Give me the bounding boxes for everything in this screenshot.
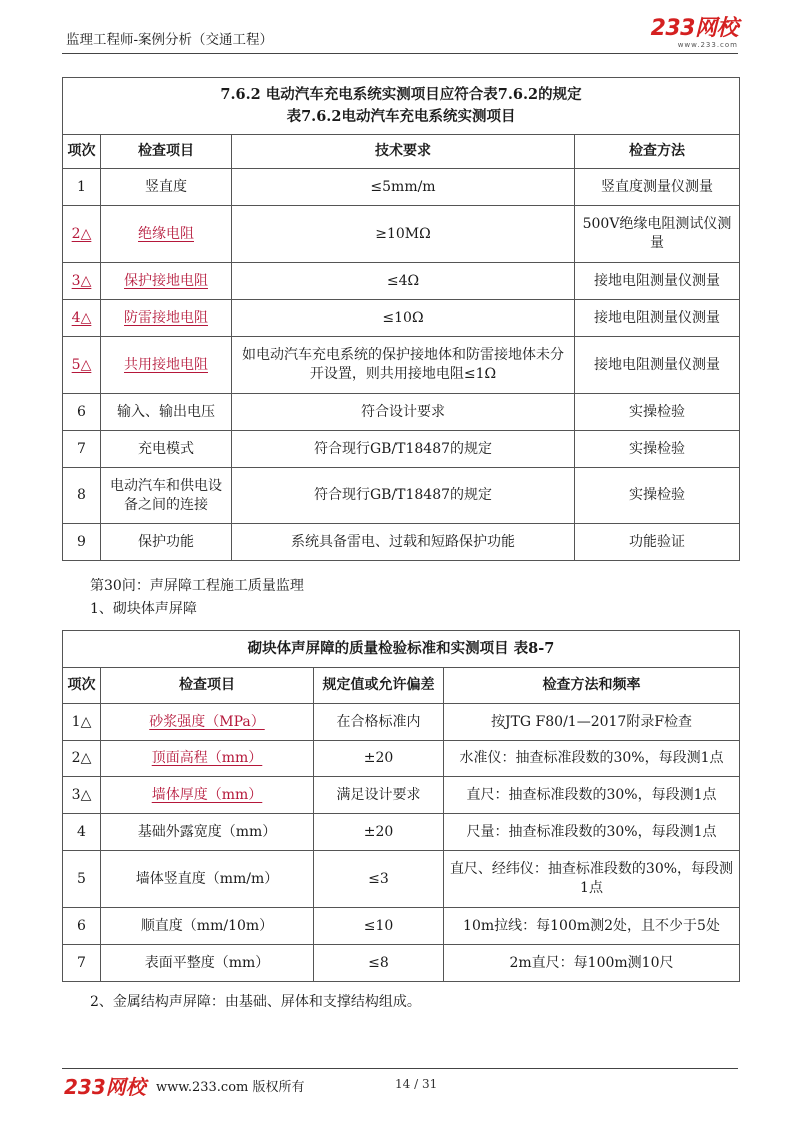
table-row: [63, 777, 740, 814]
table-row: [63, 169, 740, 206]
row-method: 水准仪：抽查标准段数的30%，每段测1点: [444, 741, 740, 777]
document-header-title: 监理工程师-案例分析（交通工程）: [66, 32, 274, 48]
row-item: [101, 777, 314, 814]
row-requirement: ≥10MΩ: [232, 206, 575, 263]
highlighted-item: 墙体厚度（mm）: [151, 786, 263, 803]
footer-site-copyright: www.233.com 版权所有: [156, 1080, 305, 1095]
table-row: [63, 741, 740, 777]
row-requirement: 符合设计要求: [232, 394, 575, 431]
row-tolerance: ≤3: [314, 851, 444, 908]
table-row: [63, 394, 740, 431]
row-index: 5: [63, 851, 101, 908]
ev-charging-inspection-table: [62, 77, 740, 561]
row-method: 按JTG F80/1—2017附录F检查: [444, 704, 740, 741]
table-row: [63, 300, 740, 337]
table-row: [63, 431, 740, 468]
row-item: 输入、输出电压: [101, 394, 232, 431]
table-row: [63, 704, 740, 741]
row-item: [101, 263, 232, 300]
row-index: 1△: [63, 704, 101, 741]
row-method: 2m直尺：每100m测10尺: [444, 945, 740, 982]
table-row: [63, 814, 740, 851]
col-header-requirement: 技术要求: [232, 135, 575, 169]
row-method: 尺量：抽查标准段数的30%，每段测1点: [444, 814, 740, 851]
row-method: 功能验证: [575, 524, 740, 561]
page-number: 14 / 31: [395, 1077, 438, 1091]
col-header-item: 检查项目: [101, 668, 314, 704]
row-item: 电动汽车和供电设备之间的连接: [101, 468, 232, 524]
row-item: 保护功能: [101, 524, 232, 561]
row-method: 实操检验: [575, 431, 740, 468]
col-header-method: 检查方法: [575, 135, 740, 169]
row-item: 基础外露宽度（mm）: [101, 814, 314, 851]
row-requirement: 符合现行GB/T18487的规定: [232, 468, 575, 524]
row-item: 充电模式: [101, 431, 232, 468]
row-index: 9: [63, 524, 101, 561]
row-method: 直尺：抽查标准段数的30%，每段测1点: [444, 777, 740, 814]
table-row: [63, 524, 740, 561]
row-item: 竖直度: [101, 169, 232, 206]
highlighted-item: 共用接地电阻: [124, 356, 208, 373]
row-item: [101, 337, 232, 394]
highlighted-item: 顶面高程（mm）: [151, 750, 263, 766]
row-requirement: 系统具备雷电、过载和短路保护功能: [232, 524, 575, 561]
row-item: [101, 704, 314, 741]
col-header-item: 检查项目: [101, 135, 232, 169]
row-index: 4△: [63, 300, 101, 337]
row-index: 6: [63, 394, 101, 431]
table-caption-line1: 7.6.2 电动汽车充电系统实测项目应符合表7.6.2的规定: [220, 86, 582, 103]
row-index: 6: [63, 908, 101, 945]
row-item: 顺直度（mm/10m）: [101, 908, 314, 945]
row-requirement: ≤4Ω: [232, 263, 575, 300]
table-row: [63, 337, 740, 394]
highlighted-item: 防雷接地电阻: [124, 309, 208, 326]
col-header-tolerance: 规定值或允许偏差: [314, 668, 444, 704]
row-method: 实操检验: [575, 468, 740, 524]
row-tolerance: ±20: [314, 814, 444, 851]
table-row: [63, 468, 740, 524]
footer-logo[interactable]: 233网校: [64, 1075, 146, 1099]
row-index: 2△: [63, 206, 101, 263]
row-index: 3△: [63, 777, 101, 814]
logo-url: www.233.com: [677, 41, 738, 49]
row-tolerance: ≤10: [314, 908, 444, 945]
col-header-index: 项次: [63, 668, 101, 704]
row-tolerance: 满足设计要求: [314, 777, 444, 814]
table-caption-line2: 表7.6.2电动汽车充电系统实测项目: [286, 108, 516, 125]
row-item: 墙体竖直度（mm/m）: [101, 851, 314, 908]
row-index: 2△: [63, 741, 101, 777]
row-item: [101, 741, 314, 777]
col-header-index: 项次: [63, 135, 101, 169]
table-caption: [63, 78, 740, 135]
row-method: 实操检验: [575, 394, 740, 431]
table-caption: 砌块体声屏障的质量检验标准和实测项目 表8-7: [63, 631, 740, 668]
table-row: [63, 908, 740, 945]
row-item: [101, 300, 232, 337]
noise-barrier-inspection-table: [62, 630, 740, 982]
row-item: [101, 206, 232, 263]
row-index: 8: [63, 468, 101, 524]
row-requirement: ≤5mm/m: [232, 169, 575, 206]
row-method: 10m拉线：每100m测2处，且不少于5处: [444, 908, 740, 945]
row-requirement: 符合现行GB/T18487的规定: [232, 431, 575, 468]
row-index: 1: [63, 169, 101, 206]
highlighted-item: 砂浆强度（MPa）: [149, 713, 265, 730]
table-row: [63, 206, 740, 263]
brand-logo[interactable]: [651, 18, 738, 49]
table-row: [63, 263, 740, 300]
row-method: 接地电阻测量仪测量: [575, 263, 740, 300]
table-header-row: [63, 135, 740, 169]
row-requirement: 如电动汽车充电系统的保护接地体和防雷接地体未分开设置，则共用接地电阻≤1Ω: [232, 337, 575, 394]
section-2-text: 2、金属结构声屏障：由基础、屏体和支撑结构组成。: [90, 994, 421, 1010]
table-header-row: [63, 668, 740, 704]
logo-text: 233网校: [650, 16, 738, 41]
col-header-method: 检查方法和频率: [444, 668, 740, 704]
row-index: 7: [63, 945, 101, 982]
row-method: 直尺、经纬仪：抽查标准段数的30%，每段测1点: [444, 851, 740, 908]
row-tolerance: ±20: [314, 741, 444, 777]
footer-divider: [62, 1068, 738, 1069]
row-index: 5△: [63, 337, 101, 394]
row-index: 4: [63, 814, 101, 851]
row-item: 表面平整度（mm）: [101, 945, 314, 982]
row-tolerance: ≤8: [314, 945, 444, 982]
row-method: 接地电阻测量仪测量: [575, 337, 740, 394]
row-method: 500V绝缘电阻测试仪测量: [575, 206, 740, 263]
row-index: 7: [63, 431, 101, 468]
row-tolerance: 在合格标准内: [314, 704, 444, 741]
question-30-heading: 第30问：声屏障工程施工质量监理: [90, 578, 304, 594]
highlighted-item: 保护接地电阻: [124, 272, 208, 289]
section-1-heading: 1、砌块体声屏障: [90, 601, 197, 617]
row-index: 3△: [63, 263, 101, 300]
row-method: 接地电阻测量仪测量: [575, 300, 740, 337]
table-row: [63, 945, 740, 982]
row-method: 竖直度测量仪测量: [575, 169, 740, 206]
table-row: [63, 851, 740, 908]
header-divider: [62, 53, 738, 54]
row-requirement: ≤10Ω: [232, 300, 575, 337]
highlighted-item: 绝缘电阻: [138, 225, 194, 242]
